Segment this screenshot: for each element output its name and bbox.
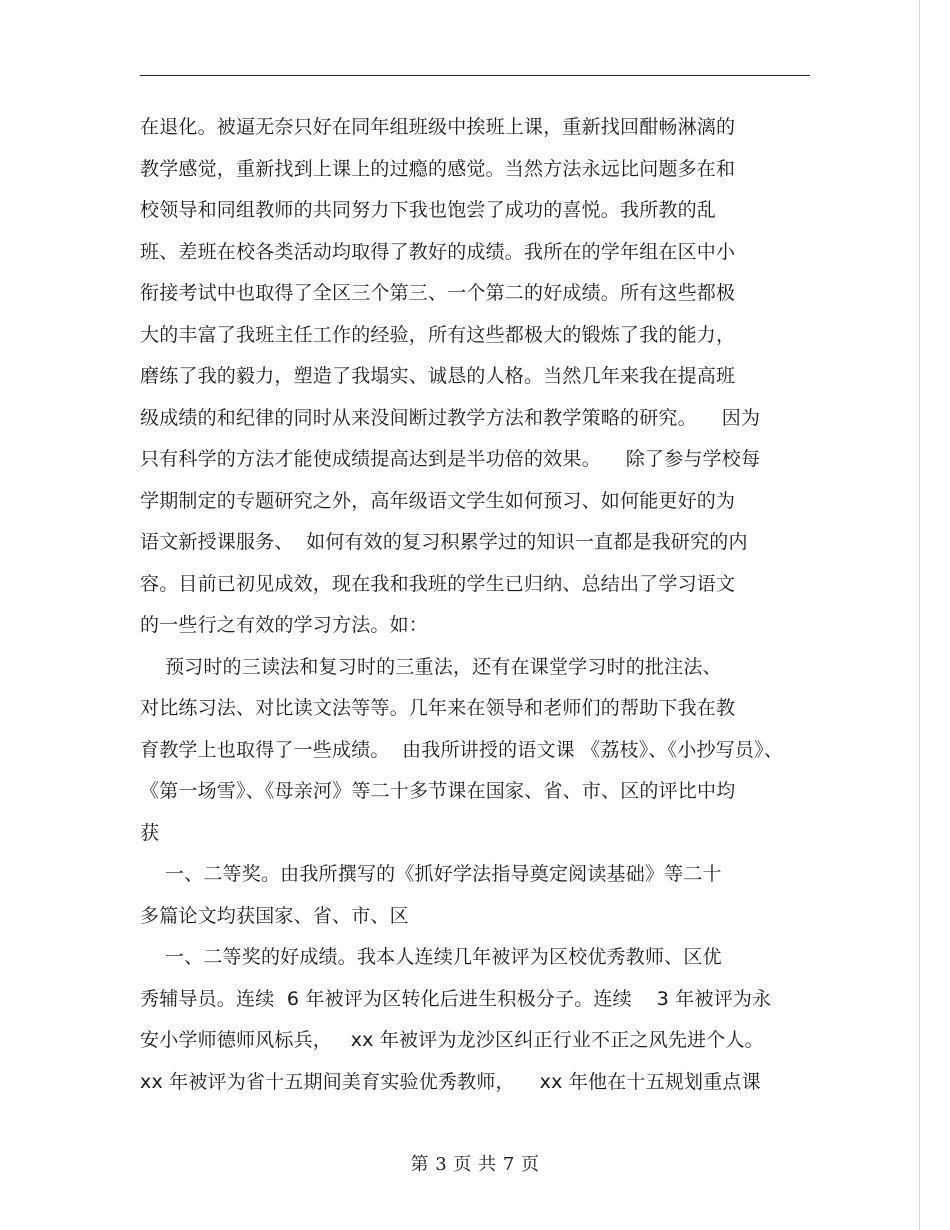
text-line: 容。目前已初见成效，现在我和我班的学生已归纳、总结出了学习语文 [140,572,736,595]
text-line: 在退化。被逼无奈只好在同年组班级中挨班上课，重新找回酣畅淋漓的 [140,116,736,138]
text-line: xx 年被评为省十五期间美育实验优秀教师， xx 年他在十五规划重点课 [140,1070,761,1093]
text-line: 衔接考试中也取得了全区三个第三、一个第二的好成绩。所有这些都极 [140,282,736,304]
text-line: 育教学上也取得了一些成绩。 由我所讲授的语文课 《荔枝》、《小抄写员》、 [140,738,784,761]
text-line: 只有科学的方法才能使成绩提高达到是半功倍的效果。 除了参与学校每 [140,448,761,470]
text-line: 学期制定的专题研究之外，高年级语文学生如何预习、如何能更好的为 [140,489,736,512]
text-line: 大的丰富了我班主任工作的经验，所有这些都极大的锻炼了我的能力， [140,323,736,346]
text-line: 级成绩的和纪律的同时从来没间断过教学方法和教学策略的研究。 因为 [140,406,761,429]
text-line: 教学感觉，重新找到上课上的过瘾的感觉。当然方法永远比问题多在和 [140,157,736,180]
header-rule [140,75,810,76]
document-body [140,107,830,1103]
text-line: 获 [140,821,160,844]
text-line: 对比练习法、对比读文法等等。几年来在领导和老师们的帮助下我在教 [140,697,736,719]
text-line: 秀辅导员。连续 6 年被评为区转化后进生积极分子。连续 3 年被评为永 [140,987,772,1010]
text-line: 《第一场雪》、《母亲河》等二十多节课在国家、省、市、区的评比中均 [140,780,736,802]
page-edge-divider [919,0,920,1230]
text-line: 预习时的三读法和复习时的三重法，还有在课堂学习时的批注法、 [140,655,722,678]
text-line: 语文新授课服务、 如何有效的复习积累学过的知识一直都是我研究的内 [140,531,748,553]
text-line: 校领导和同组教师的共同努力下我也饱尝了成功的喜悦。我所教的乱 [140,199,717,221]
page-number-footer: 第 3 页 共 7 页 [410,1154,540,1175]
text-line: 班、差班在校各类活动均取得了教好的成绩。我所在的学年组在区中小 [140,240,736,263]
text-line: 一、二等奖。由我所撰写的《抓好学法指导奠定阅读基础》等二十 [140,863,722,885]
text-line: 安小学师德师风标兵， xx 年被评为龙沙区纠正行业不正之风先进个人。 [140,1029,764,1051]
text-line: 多篇论文均获国家、省、市、区 [140,904,409,927]
text-line: 磨练了我的毅力，塑造了我塌实、诚恳的人格。当然几年来我在提高班 [140,365,736,387]
text-line: 一、二等奖的好成绩。我本人连续几年被评为区校优秀教师、区优 [140,946,722,968]
text-line: 的一些行之有效的学习方法。如： [140,614,429,636]
